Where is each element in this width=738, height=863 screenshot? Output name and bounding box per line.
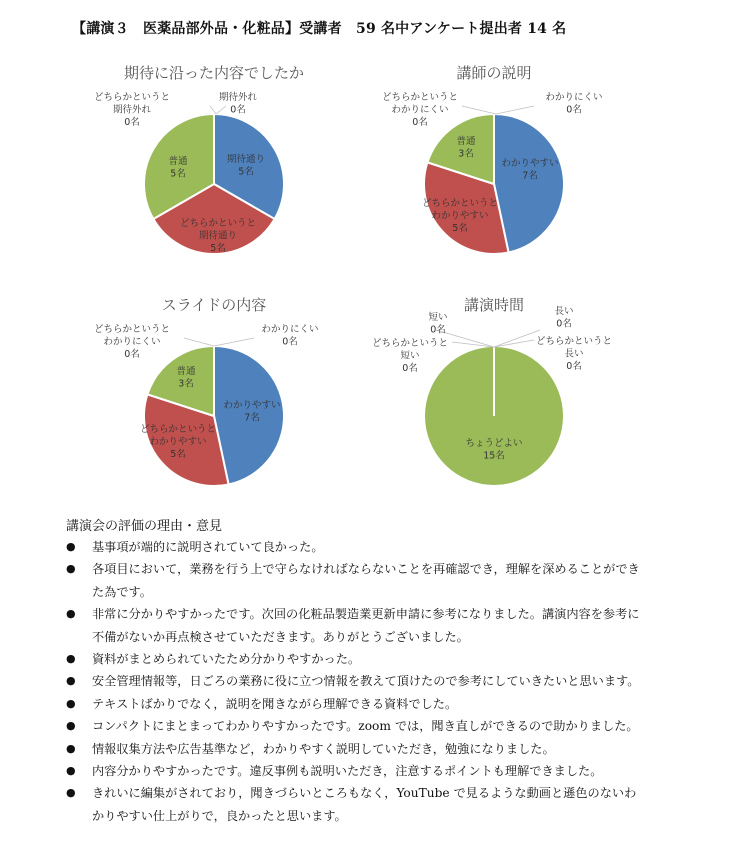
leader-line: [214, 338, 254, 346]
slice-label: わかりにくい 0名: [261, 324, 319, 348]
chart-lecture-time: [344, 290, 644, 520]
slice-label: 短い 0名: [428, 312, 448, 336]
leader-line: [496, 106, 534, 114]
list-item: [66, 738, 646, 760]
chart-expectation-svg: [64, 58, 364, 288]
bullet-icon: ●: [66, 674, 76, 688]
leader-line: [494, 340, 534, 347]
chart-title: 講師の説明: [456, 64, 532, 82]
slice-label: わかりやすい 7名: [501, 158, 559, 182]
chart-title: 講演時間: [463, 296, 525, 314]
slice-label: どちらかというとわかりにくい 0名: [381, 92, 459, 128]
list-item: [66, 648, 646, 670]
list-item: [66, 603, 646, 648]
reason-text: 安全管理情報等，日ごろの業務に役に立つ情報を教えて頂けたので参考にしていきたいと思います。: [92, 674, 640, 689]
reasons-list: [66, 536, 646, 827]
reasons-heading: 講演会の評価の理由・意見: [66, 519, 223, 534]
pie-slices: [424, 346, 564, 486]
chart-lecturer-explanation: [344, 58, 644, 288]
page-title: 【講演３ 医薬品部外品・化粧品】受講者 59 名中アンケート提出者 14 名: [72, 21, 567, 37]
list-item: [66, 558, 646, 603]
slice-label: わかりやすい 7名: [223, 400, 281, 424]
slice-label: どちらかというと期待外れ 0名: [93, 92, 171, 128]
slice-label: ちょうどよい 15名: [465, 438, 523, 462]
reason-text: 各項目において，業務を行う上で守らなければならないことを再確認でき，理解を深めることができた為です。: [92, 562, 640, 599]
bullet-icon: ●: [66, 719, 76, 733]
reason-text: きれいに編集がされており，聞きづらいところもなく，YouTube で見るような動画と遜色のないわかりやすい仕上がりで，良かったと思います。: [92, 786, 637, 823]
bullet-icon: ●: [66, 741, 76, 755]
chart-lecture-time-svg: [344, 290, 644, 520]
list-item: [66, 715, 646, 737]
slice-label: どちらかというとわかりにくい 0名: [93, 324, 171, 360]
pie-slices: [421, 114, 564, 254]
slice-label: どちらかというと期待通り 5名: [179, 218, 257, 254]
list-item: [66, 536, 646, 558]
leader-line: [184, 338, 214, 346]
slice-label: どちらかというと短い 0名: [371, 338, 449, 374]
chart-expectation: [64, 58, 364, 288]
list-item: [66, 670, 646, 692]
slice-label: どちらかというとわかりやすい 5名: [421, 198, 499, 234]
reason-text: テキストばかりでなく，説明を聞きながら理解できる資料でした。: [92, 696, 458, 711]
slice-label: 普通 3名: [456, 136, 476, 160]
slice-label: わかりにくい 0名: [545, 92, 603, 116]
chart-slide-content: [64, 290, 364, 520]
leader-line: [210, 106, 216, 114]
slice-label: 長い 0名: [554, 306, 574, 330]
reason-text: 非常に分かりやすかったです。次回の化粧品製造業更新申請に参考になりました。講演内容を参考に不備がないか再点検させていただきます。ありがとうございました。: [92, 607, 640, 644]
leader-line: [462, 106, 496, 114]
reason-text: 資料がまとめられていたため分かりやすかった。: [92, 652, 361, 667]
list-item: [66, 693, 646, 715]
chart-title: 期待に沿った内容でしたか: [123, 64, 305, 82]
leader-line: [216, 106, 226, 114]
slice-label: 期待通り 5名: [226, 154, 266, 178]
bullet-icon: ●: [66, 652, 76, 666]
slice-label: どちらかというと長い 0名: [535, 336, 613, 372]
bullet-icon: ●: [66, 764, 76, 778]
chart-lecturer-explanation-svg: [344, 58, 644, 288]
list-item: [66, 782, 646, 827]
leader-line: [452, 342, 494, 347]
bullet-icon: ●: [66, 562, 76, 576]
slice-label: 普通 3名: [176, 366, 196, 390]
list-item: [66, 760, 646, 782]
bullet-icon: ●: [66, 696, 76, 710]
bullet-icon: ●: [66, 607, 76, 621]
reason-text: コンパクトにまとまってわかりやすかったです。zoom では，聞き直しができるので助かりました。: [92, 719, 639, 734]
slice-label: どちらかというとわかりやすい 5名: [139, 424, 217, 460]
bullet-icon: ●: [66, 786, 76, 800]
slice-label: 期待外れ 0名: [218, 92, 258, 116]
chart-slide-content-svg: [64, 290, 364, 520]
reason-text: 情報収集方法や広告基準など，わかりやすく説明していただき，勉強になりました。: [92, 741, 555, 756]
leader-line: [494, 330, 540, 347]
reason-text: 基事項が端的に説明されていて良かった。: [92, 540, 324, 554]
pie-slices: [144, 346, 284, 486]
reason-text: 内容分かりやすかったです。違反事例も説明いただき，注意するポイントも理解できました。: [92, 764, 603, 779]
chart-title: スライドの内容: [161, 296, 267, 314]
slice-label: 普通 5名: [168, 156, 188, 180]
bullet-icon: ●: [66, 540, 76, 553]
